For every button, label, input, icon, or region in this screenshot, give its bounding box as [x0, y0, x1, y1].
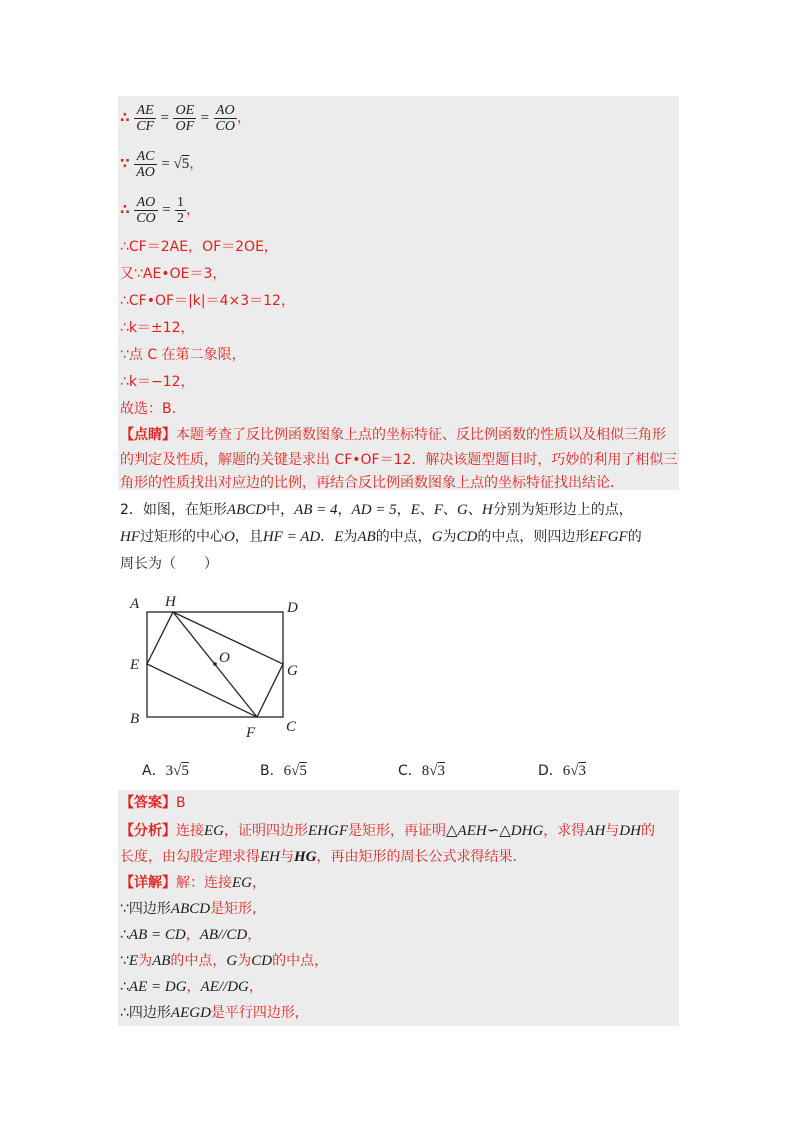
analysis-line-1: 【分析】连接EG，证明四边形EHGF是矩形，再证明△AEH∽△DHG，求得AH与DH的	[120, 823, 655, 839]
detail-line-4: ∵E为AB的中点，G为CD的中点，	[120, 953, 329, 969]
question-line-2: HF过矩形的中心O，且HF = AD．E为AB的中点，G为CD的中点，则四边形EFGF的	[120, 529, 642, 545]
label-h: H	[165, 594, 176, 610]
label-d: D	[287, 600, 298, 616]
comment-line-3: 角形的性质找出对应边的比例，再结合反比例函数图象上点的坐标特征找出结论．	[120, 475, 624, 491]
label-f: F	[246, 725, 256, 741]
label-b: B	[130, 711, 140, 727]
comment-line-1: 【点睛】本题考查了反比例函数图象上点的坐标特征、反比例函数的性质以及相似三角形	[120, 427, 666, 443]
answer-tag: 【答案】	[120, 795, 176, 811]
ratio-line: ∴ $\frac{AE}{CF}$ = $\frac{OE}{OF}$ = $\frac{AO}{CO}$ ，	[120, 102, 251, 134]
solution-line-1: ∴CF＝2AE，OF＝2OE，	[120, 239, 278, 255]
ao-co-line: ∴ $\frac{AO}{CO}$ = $\frac{1}{2}$ ，	[120, 194, 201, 226]
center-point-o	[213, 662, 217, 666]
analysis-tag: 【分析】	[120, 823, 176, 839]
detail-line-1: 【详解】解：连接EG，	[120, 875, 266, 891]
label-o: O	[219, 650, 230, 666]
solution-line-2: 又∵AE•OE＝3，	[120, 266, 227, 282]
solution-line-5: ∵点 C 在第二象限，	[120, 347, 246, 363]
option-c[interactable]: C．8√3	[398, 763, 446, 779]
label-g: G	[287, 663, 298, 679]
solution-line-6: ∴k＝−12，	[120, 374, 195, 390]
solution-line-3: ∴CF•OF＝|k|＝4×3＝12，	[120, 293, 295, 309]
label-c: C	[286, 719, 297, 735]
option-d[interactable]: D．6√3	[538, 763, 587, 779]
detail-line-6: ∴四边形AEGD是平行四边形,	[120, 1005, 300, 1021]
question-line-3: 周长为（ ）	[120, 556, 218, 572]
detail-line-5: ∴AE = DG，AE//DG，	[120, 979, 263, 995]
solution-line-4: ∴k＝±12，	[120, 320, 195, 336]
detail-line-3: ∴AB = CD，AB//CD，	[120, 927, 262, 943]
detail-tag: 【详解】	[120, 875, 176, 891]
solution-line-7: 故选：B.	[120, 401, 177, 417]
comment-tag: 【点睛】	[120, 427, 176, 443]
answer-value: B	[176, 795, 186, 811]
ac-ao-line: ∵ $\frac{AC}{AO}$ = √5，	[120, 148, 204, 180]
comment-line-2: 的判定及性质，解题的关键是求出 CF•OF＝12．解决该题型题目时，巧妙的利用了相似三	[120, 452, 678, 468]
option-b[interactable]: B．6√5	[260, 763, 307, 779]
analysis-line-2: 长度，由勾股定理求得EH与HG，再由矩形的周长公式求得结果.	[120, 849, 517, 865]
rectangle-figure	[120, 585, 320, 745]
label-a: A	[130, 596, 140, 612]
option-a[interactable]: A．3√5	[142, 763, 189, 779]
question-line-1: 2．如图，在矩形ABCD中，AB = 4，AD = 5，E、F、G、H分别为矩形边上的点，	[120, 502, 633, 518]
label-e: E	[130, 657, 140, 673]
answer-line	[120, 793, 186, 813]
detail-line-2: ∵四边形ABCD是矩形,	[120, 901, 257, 917]
